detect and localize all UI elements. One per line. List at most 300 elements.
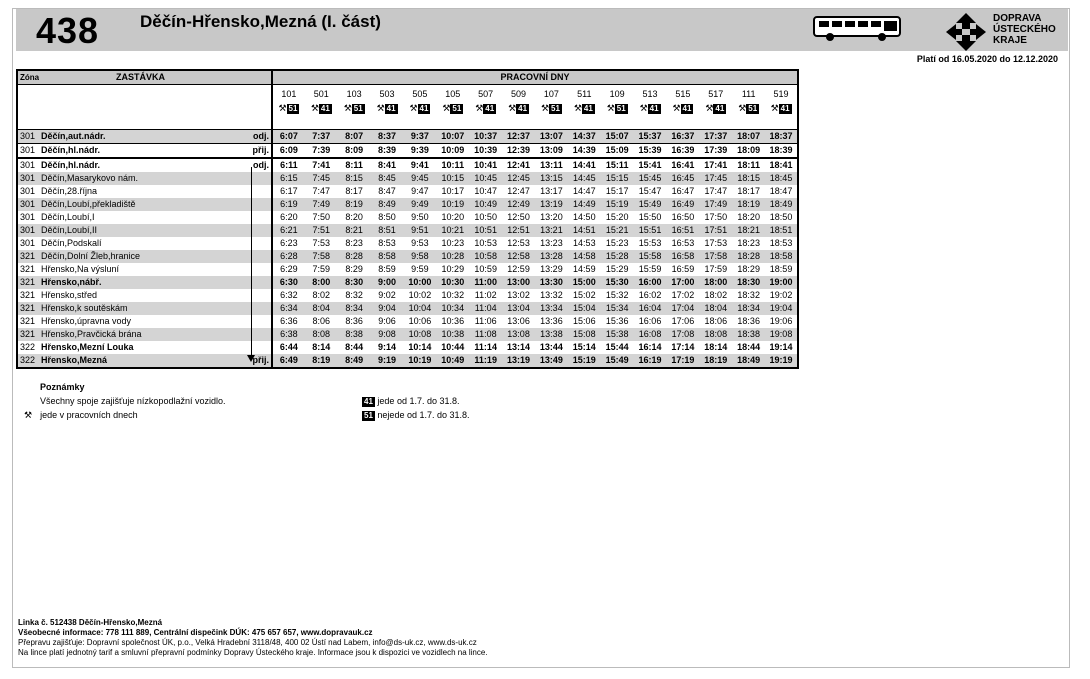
departure-time: 8:19 [305,354,338,368]
departure-time: 10:29 [441,264,465,274]
stop-row [17,198,798,211]
stop-name: Děčín,Loubí,I [41,212,95,222]
departure-time: 8:49 [338,354,371,368]
stop-name: Děčín,Podskalí [41,238,102,248]
departure-time: 17:14 [671,342,695,352]
hammer-icon: ⚒ [508,103,517,113]
stop-name: Děčín,Masarykovo nám. [39,172,242,185]
stop-row [17,354,798,368]
days-header: PRACOVNÍ DNY [272,70,798,85]
departure-time: 7:41 [305,158,338,172]
trip-number: 503 [379,89,395,99]
departure-time: 6:44 [279,342,298,352]
departure-time: 18:28 [732,250,765,263]
trip-symbols [767,101,795,115]
stop-name: Hřensko,k soutěskám [39,302,242,315]
trip-517 [699,85,732,130]
departure-time: 15:38 [601,328,634,341]
stop-name: Děčín,Loubí,překladiště [39,198,242,211]
departure-time: 15:07 [601,130,634,144]
trip-number: 107 [543,89,559,99]
stop-note [242,276,272,289]
trip-509 [502,85,535,130]
departure-time: 10:14 [408,342,432,352]
departure-time: 13:19 [502,354,535,368]
departure-time: 19:08 [765,328,798,341]
departure-time: 13:29 [540,264,563,274]
departure-time: 19:19 [765,354,798,368]
stop-row [17,144,798,159]
badge-41-text: jede od 1.7. do 31.8. [377,396,460,406]
departure-time: 8:28 [338,250,371,263]
trip-symbols [537,101,566,115]
departure-time: 9:37 [404,130,437,144]
departure-time: 15:50 [638,212,662,222]
departure-time: 17:45 [699,172,732,185]
logo-icon [944,12,988,52]
trip-111 [732,85,765,130]
departure-time: 10:50 [474,212,497,222]
departure-time: 9:51 [404,224,437,237]
departure-time: 7:47 [312,186,331,196]
departure-time: 14:51 [568,224,601,237]
departure-time: 12:41 [502,158,535,172]
departure-time: 16:58 [667,250,700,263]
departure-time: 14:39 [568,144,601,159]
departure-time: 11:06 [474,316,497,326]
departure-time: 16:19 [634,354,667,368]
departure-time: 6:11 [272,158,305,172]
departure-time: 8:45 [371,172,404,185]
departure-time: 11:00 [469,276,502,289]
departure-time: 10:41 [469,158,502,172]
departure-time: 16:00 [634,276,667,289]
trip-number: 101 [281,89,297,99]
departure-time: 19:06 [769,316,793,326]
departure-time: 16:45 [667,172,700,185]
stop-note [242,172,272,185]
notes-line1: Všechny spoje zajišťuje nízkopodlažní vozidlo. [40,396,226,406]
stop-row [17,250,798,263]
departure-time: 13:07 [535,130,568,144]
departure-time: 13:28 [535,250,568,263]
stop-zone: 321 [17,276,39,289]
departure-time: 14:47 [573,186,596,196]
departure-time: 17:08 [667,328,700,341]
departure-time: 8:41 [371,158,404,172]
badge-41: 41 [364,397,373,406]
stop-name: Děčín,hl.nádr. [39,158,242,172]
departure-time: 6:23 [280,238,298,248]
trip-101 [272,85,305,130]
stop-note: přij. [242,354,272,368]
departure-time: 10:07 [436,130,469,144]
departure-time: 8:49 [371,198,404,211]
stop-zone: 301 [17,158,39,172]
hammer-icon: ⚒ [409,103,418,113]
departure-time: 6:09 [272,144,305,159]
trips-blank-1 [17,85,39,130]
stop-row [17,130,798,144]
departure-time: 17:19 [667,354,700,368]
departure-time: 10:38 [436,328,469,341]
departure-time: 18:04 [699,302,732,315]
departure-time: 16:02 [638,290,662,300]
trip-507 [469,85,502,130]
departure-time: 18:44 [737,342,761,352]
departure-time: 13:19 [535,198,568,211]
departure-time: 14:49 [568,198,601,211]
bus-icon [812,15,904,43]
stop-row [17,328,798,341]
hammer-icon: ⚒ [343,103,352,113]
stop-zone: 321 [20,290,36,300]
trip-109 [601,85,634,130]
trip-107 [535,85,568,130]
departure-time: 17:51 [699,224,732,237]
stop-zone: 321 [20,264,36,274]
departure-time: 11:08 [469,328,502,341]
trip-symbols [307,101,336,115]
hammer-icon: ⚒ [672,103,681,113]
departure-time: 8:29 [345,264,363,274]
departure-time: 7:58 [305,250,338,263]
departure-time: 18:49 [732,354,765,368]
departure-time: 18:09 [732,144,765,159]
departure-time: 18:59 [769,264,793,274]
departure-time: 13:20 [540,212,563,222]
departure-time: 10:59 [474,264,497,274]
departure-time: 8:58 [371,250,404,263]
trip-symbols [504,101,533,115]
departure-time: 16:51 [667,224,700,237]
departure-time: 12:37 [502,130,535,144]
stop-name: Hřensko,Na výsluní [41,264,120,274]
departure-time: 15:58 [634,250,667,263]
footer-line2: Všeobecné informace: 778 111 889, Centrální dispečink DÚK: 475 657 657, www.dopravauk.cz [18,628,373,637]
departure-time: 15:37 [634,130,667,144]
departure-time: 7:53 [312,238,331,248]
departure-time: 9:06 [378,316,396,326]
trip-number: 111 [741,89,756,99]
stop-row [17,302,798,315]
departure-time: 8:53 [378,238,396,248]
departure-time: 10:58 [469,250,502,263]
stop-row [17,341,798,354]
logo-line-3: KRAJE [993,35,1027,46]
departure-time: 19:00 [765,276,798,289]
departure-time: 14:59 [573,264,596,274]
badge-41: 41 [320,104,330,113]
departure-time: 11:02 [474,290,497,300]
departure-time: 17:41 [699,158,732,172]
badge-41: 41 [419,104,429,113]
departure-time: 8:47 [378,186,396,196]
departure-time: 18:58 [765,250,798,263]
departure-time: 8:21 [338,224,371,237]
departure-time: 18:38 [732,328,765,341]
departure-time: 9:39 [404,144,437,159]
badge-51-text: nejede od 1.7. do 31.8. [377,410,470,420]
departure-time: 13:15 [535,172,568,185]
departure-time: 17:59 [704,264,728,274]
stop-note [242,211,272,224]
trip-symbols [701,101,730,115]
badge-41: 41 [583,104,593,113]
trip-number: 513 [642,89,658,99]
departure-time: 18:49 [765,198,798,211]
departure-time: 10:51 [469,224,502,237]
departure-time: 10:45 [469,172,502,185]
stop-name: Děčín,aut.nádr. [39,130,242,144]
stop-zone: 301 [20,186,36,196]
departure-time: 10:08 [404,328,437,341]
departure-time: 11:19 [469,354,502,368]
departure-time: 18:39 [765,144,798,159]
departure-time: 18:45 [765,172,798,185]
departure-time: 9:47 [411,186,429,196]
departure-time: 8:07 [338,130,371,144]
departure-time: 18:23 [737,238,760,248]
route-title: Děčín-Hřensko,Mezná (I. část) [140,12,381,31]
departure-time: 6:38 [272,328,305,341]
stop-zone: 321 [17,250,39,263]
departure-time: 13:30 [535,276,568,289]
badge-51: 51 [551,104,560,113]
departure-time: 18:19 [732,198,765,211]
departure-time: 13:17 [540,186,563,196]
hammer-icon: ⚒ [738,103,747,113]
departure-time: 15:41 [634,158,667,172]
stop-name: Hřensko,Mezní Louka [41,342,134,352]
departure-time: 6:36 [280,316,298,326]
departure-time: 18:19 [699,354,732,368]
departure-time: 18:07 [732,130,765,144]
departure-time: 7:45 [305,172,338,185]
stop-note [242,185,272,198]
departure-time: 10:15 [436,172,469,185]
departure-time: 15:59 [638,264,662,274]
departure-time: 12:53 [507,238,530,248]
stop-zone: 301 [17,130,39,144]
trip-number: 517 [708,89,724,99]
departure-time: 16:37 [667,130,700,144]
departure-time: 12:47 [507,186,530,196]
departure-time: 10:36 [441,316,465,326]
departure-time: 18:11 [732,158,765,172]
departure-time: 13:11 [535,158,568,172]
departure-time: 18:50 [769,212,793,222]
departure-time: 14:37 [568,130,601,144]
departure-time: 10:49 [469,198,502,211]
departure-time: 14:50 [573,212,596,222]
departure-time: 8:09 [338,144,371,159]
departure-time: 15:20 [605,212,629,222]
departure-time: 13:14 [507,342,531,352]
departure-time: 15:44 [605,342,629,352]
departure-time: 6:49 [272,354,305,368]
departure-time: 17:39 [699,144,732,159]
departure-time: 15:47 [638,186,662,196]
departure-time: 8:59 [378,264,396,274]
departure-time: 15:39 [634,144,667,159]
logo-line-2: ÚSTECKÉHO [993,24,1056,35]
departure-time: 6:28 [272,250,305,263]
departure-time: 13:08 [502,328,535,341]
departure-time: 10:28 [436,250,469,263]
stop-zone: 301 [17,198,39,211]
hammer-icon: ⚒ [442,103,451,113]
departure-time: 15:06 [573,316,596,326]
badge-41: 41 [485,104,495,113]
departure-time: 10:09 [436,144,469,159]
departure-time: 10:00 [404,276,437,289]
stop-header: ZASTÁVKA [39,70,242,85]
notes [24,380,226,422]
badge-41: 41 [649,104,659,113]
hammer-icon: ⚒ [770,103,779,113]
departure-time: 18:00 [699,276,732,289]
footer-line4: Na lince platí jednotný tarif a smluvní přepravní podmínky Dopravy Ústeckého kraje. Informace jsou k dispozici ve vozidlech na lince. [18,648,488,657]
departure-time: 18:14 [704,342,728,352]
departure-time: 18:17 [737,186,760,196]
departure-time: 15:14 [572,342,596,352]
departure-time: 16:04 [634,302,667,315]
trip-symbols [438,101,467,115]
departure-time: 18:30 [732,276,765,289]
stop-name: Děčín,Dolní Žleb,hranice [39,250,242,263]
trip-symbols [471,101,500,115]
departure-time: 18:36 [737,316,760,326]
footer-line3: Přepravu zajišťuje: Dopravní společnost ÚK, p.o., Velká Hradební 3118/48, 400 02 Ústí nad Labem, info@ds-uk.cz, www.ds-uk.cz [18,638,477,647]
stop-zone: 321 [20,316,36,326]
departure-time: 8:50 [378,212,396,222]
hammer-icon: ⚒ [573,103,582,113]
badge-41: 41 [386,104,396,113]
departure-time: 12:39 [502,144,535,159]
departure-time: 6:30 [272,276,305,289]
departure-time: 17:47 [704,186,728,196]
departure-time: 15:29 [605,264,629,274]
departure-time: 17:00 [667,276,700,289]
validity-text: Platí od 16.05.2020 do 12.12.2020 [916,54,1058,64]
departure-time: 9:19 [371,354,404,368]
footer [18,618,488,658]
stop-row [17,185,798,198]
trip-503 [371,85,404,130]
departure-time: 17:58 [699,250,732,263]
departure-time: 18:37 [765,130,798,144]
stop-name: Hřensko,nábř. [39,276,242,289]
zone-header: Zóna [17,70,39,85]
departure-time: 8:08 [305,328,338,341]
departure-time: 8:02 [312,290,331,300]
departure-time: 18:06 [704,316,728,326]
departure-time: 14:58 [568,250,601,263]
departure-time: 10:44 [441,342,465,352]
stop-row [17,289,798,302]
stop-zone: 301 [17,144,39,159]
stop-note [242,315,272,328]
departure-time: 18:32 [737,290,760,300]
stop-zone: 301 [20,212,36,222]
departure-time: 10:19 [404,354,437,368]
header-row [17,70,798,85]
departure-time: 8:23 [345,238,363,248]
trip-symbols [373,101,402,115]
badge-51: 51 [353,104,363,113]
stop-note [242,198,272,211]
departure-time: 8:19 [338,198,371,211]
departure-time: 9:02 [378,290,396,300]
departure-time: 17:50 [704,212,728,222]
departure-time: 10:34 [436,302,469,315]
departure-time: 18:08 [699,328,732,341]
departure-time: 15:34 [601,302,634,315]
departure-time: 15:45 [634,172,667,185]
notes-hammer-row [24,408,225,422]
departure-time: 17:06 [671,316,695,326]
trip-513 [634,85,667,130]
stop-note [242,302,272,315]
hammer-icon: ⚒ [475,103,484,113]
departure-time: 13:02 [507,290,530,300]
trip-505 [404,85,437,130]
trip-number: 505 [412,89,428,99]
skip-arrow-line [251,167,252,357]
departure-time: 6:17 [280,186,298,196]
badge-51: 51 [748,104,758,113]
departure-time: 16:14 [638,342,662,352]
departure-time: 18:41 [765,158,798,172]
departure-time: 18:47 [769,186,793,196]
departure-time: 10:49 [436,354,469,368]
departure-time: 18:20 [737,212,760,222]
departure-time: 18:51 [765,224,798,237]
departure-time: 14:41 [568,158,601,172]
departure-time: 12:45 [502,172,535,185]
departure-time: 8:20 [345,212,363,222]
stop-name: Hřensko,střed [41,290,98,300]
note-header [242,70,272,85]
departure-time: 17:02 [671,290,695,300]
departure-time: 16:06 [638,316,662,326]
departure-time: 16:50 [671,212,695,222]
badge-51: 51 [288,104,298,113]
departure-time: 15:09 [601,144,634,159]
hammer-icon: ⚒ [310,103,319,113]
stop-row [17,224,798,237]
trip-symbols [275,101,303,115]
departure-time: 10:47 [474,186,497,196]
departure-time: 19:04 [765,302,798,315]
skip-arrow-head [247,355,255,362]
footer-line1: Linka č. 512438 Děčín-Hřensko,Mezná [18,618,163,627]
departure-time: 8:36 [345,316,363,326]
departure-time: 18:34 [732,302,765,315]
trips-blank-3 [242,85,272,130]
departure-time: 8:39 [371,144,404,159]
departure-time: 10:37 [469,130,502,144]
departure-time: 19:14 [769,342,793,352]
departure-time: 8:44 [345,342,364,352]
departure-time: 17:37 [699,130,732,144]
stop-name: Děčín,hl.nádr. [39,144,242,159]
departure-time: 15:02 [573,290,596,300]
stop-zone: 301 [17,224,39,237]
departure-time: 8:51 [371,224,404,237]
stop-row [17,263,798,276]
